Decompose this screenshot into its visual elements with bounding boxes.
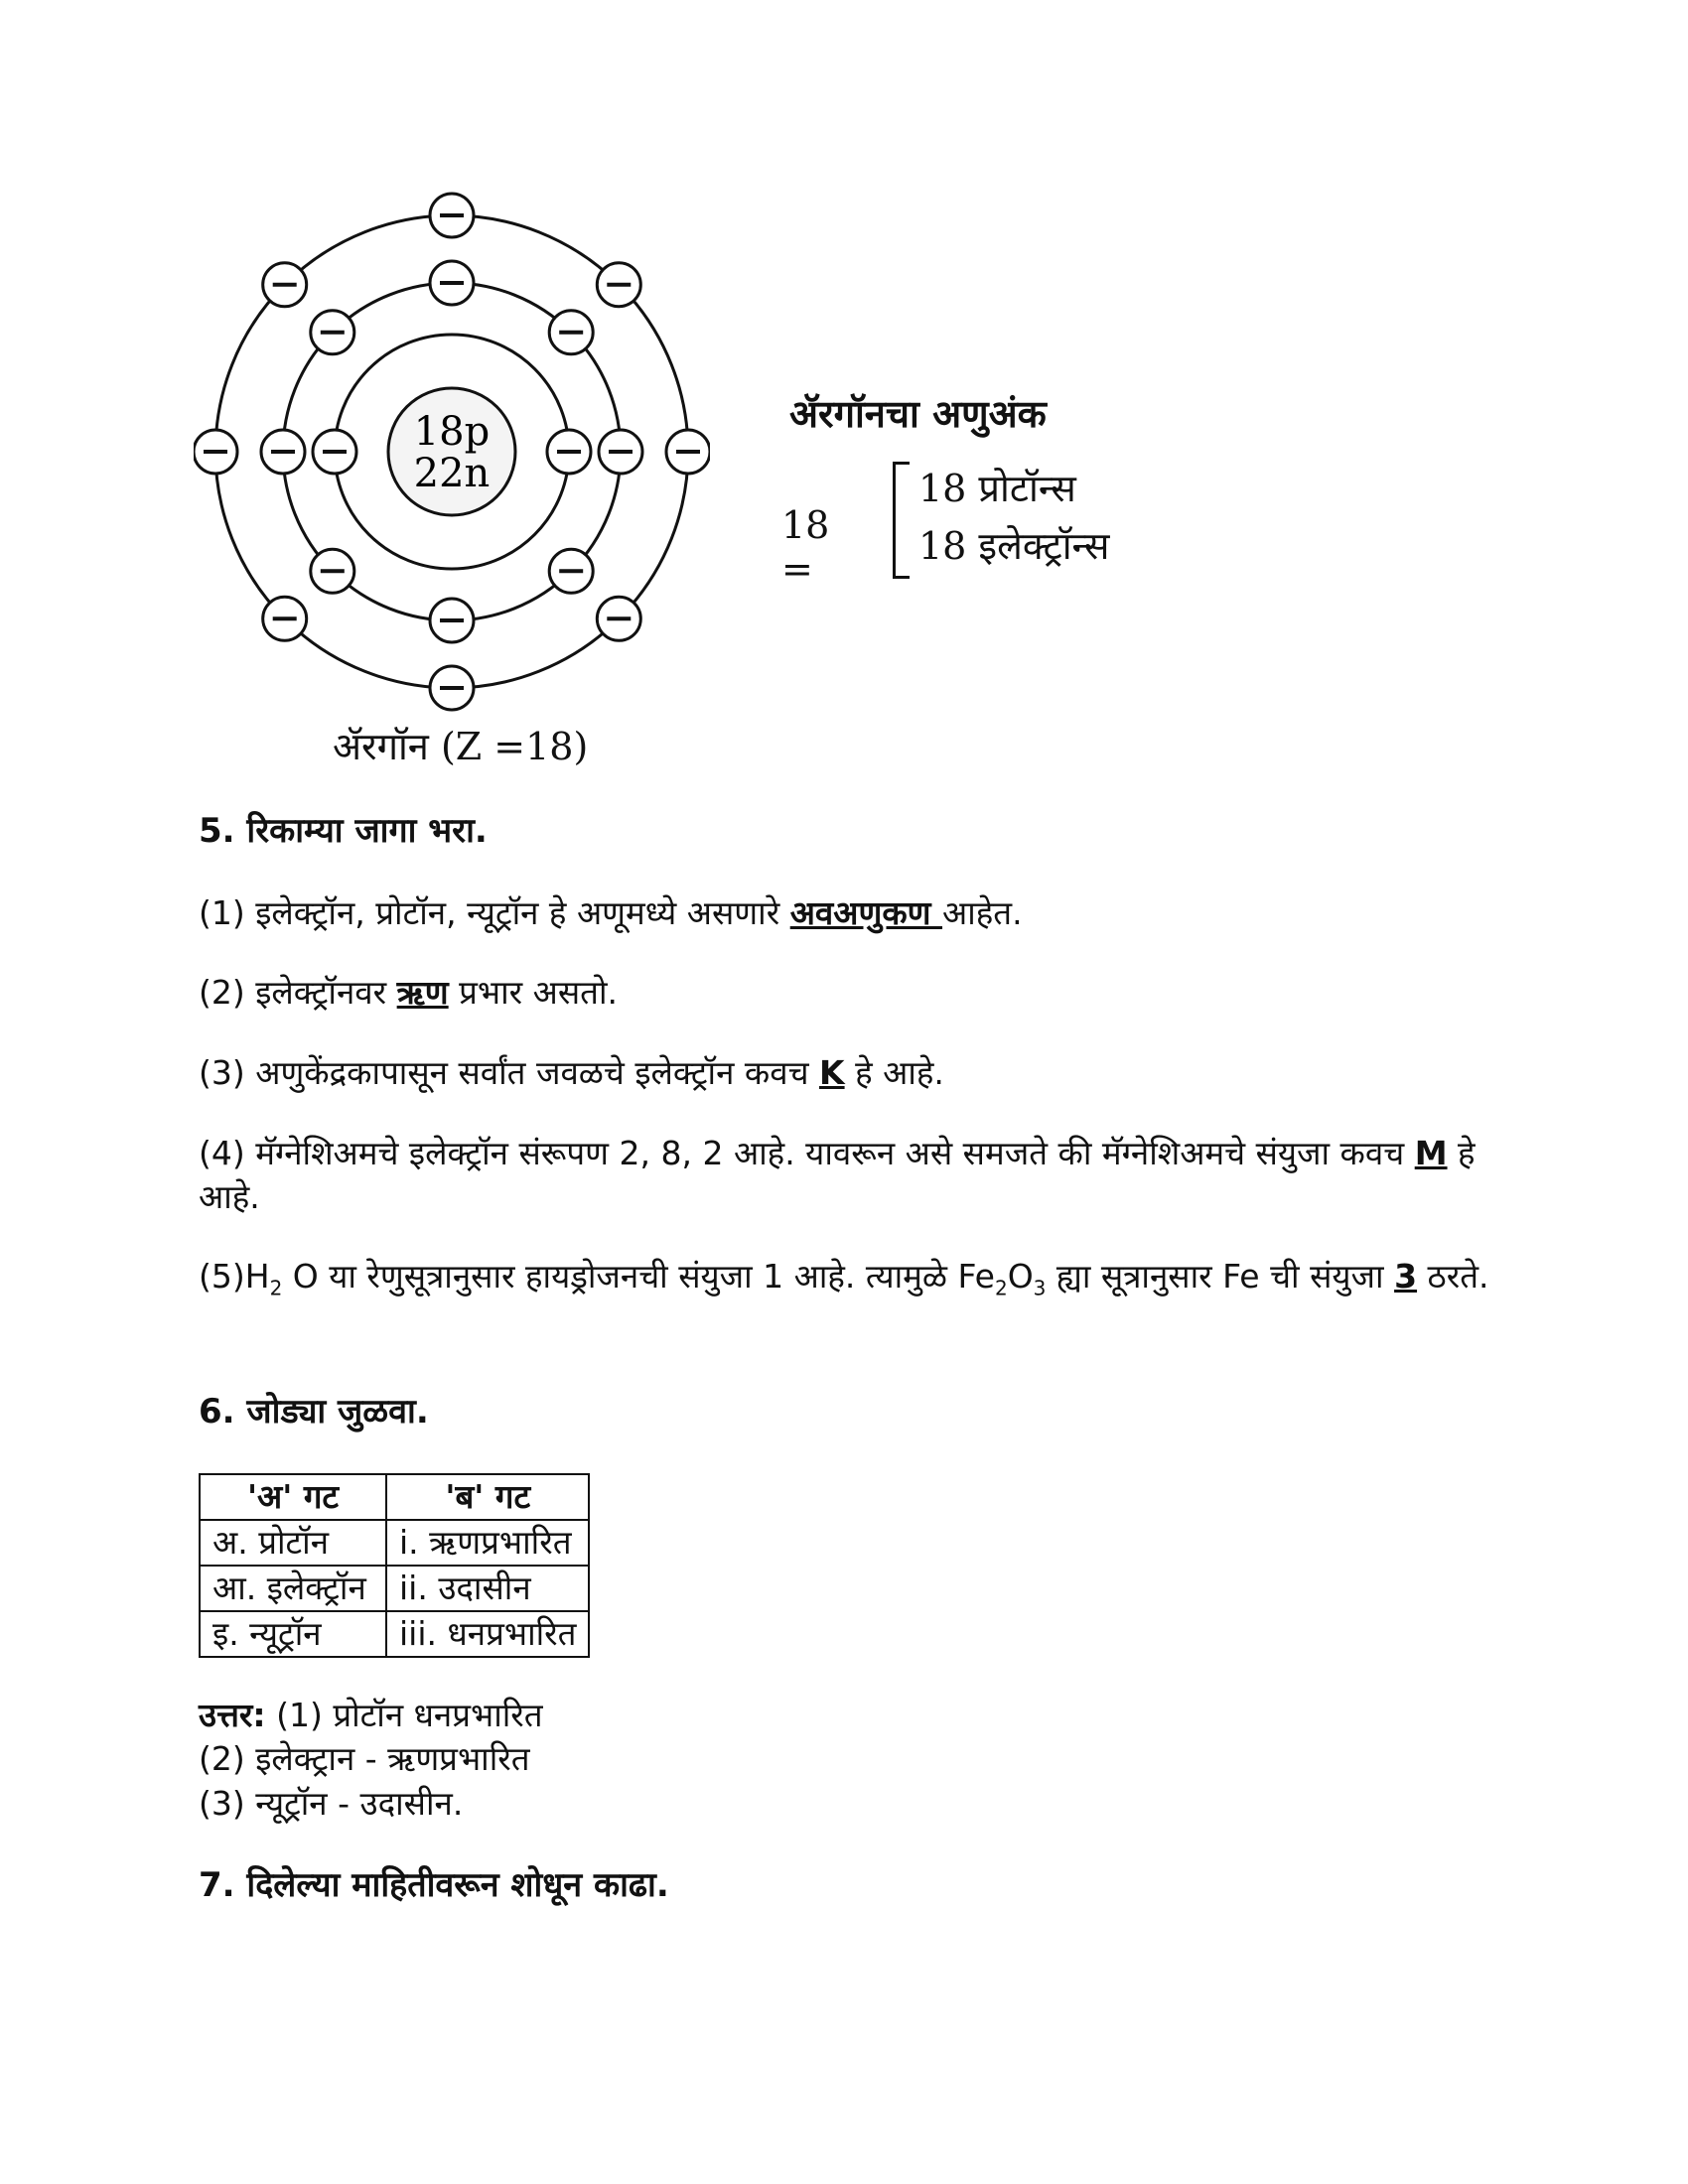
atomic-number-title: ॲरगॉनचा अणुअंक [789,391,1047,436]
q5-item-4-text: (4) मॅग्नेशिअमचे इलेक्ट्रॉन संरूपण 2, 8, 2 आहे. यावरून असे समजते की मॅग्नेशिअमचे संयुजा कवच [199,1134,1415,1172]
electron [599,430,642,474]
table-row [200,1520,589,1566]
protons-line: 18 प्रोटॉन्स [918,467,1076,510]
electron [311,311,354,354]
q5-item-3-text-end: हे आहे. [844,1053,944,1092]
match-table [199,1473,590,1658]
q6-answer-2: (2) इलेक्ट्रान - ऋणप्रभारित [199,1739,530,1778]
table-cell: इ. न्यूट्रॉन [200,1611,386,1657]
q5-item-1-text-end: आहेत. [942,893,1023,932]
q6-answer-3: (3) न्यूट्रॉन - उदासीन. [199,1784,464,1823]
q5-item-5-text-d: ह्या सूत्रानुसार Fe ची संयुजा [1046,1257,1395,1296]
q5-heading: 5. रिकाम्या जागा भरा. [199,811,488,851]
table-cell: आ. इलेक्ट्रॉन [200,1566,386,1611]
nucleus-protons: 18p [413,409,491,455]
electron [261,430,305,474]
electrons-line: 18 इलेक्ट्रॉन्स [918,524,1110,568]
electron [430,666,474,710]
electron [263,263,307,307]
q5-item-2-text-end: प्रभार असतो. [448,973,619,1012]
q5-item-5-text-b: O या रेणुसूत्रानुसार हायड्रोजनची संयुजा 1 आहे. त्यामुळे Fe [282,1257,995,1296]
table-cell: iii. धनप्रभारित [386,1611,589,1657]
nucleus-neutrons: 22n [413,451,491,496]
q5-item-5-text-e: ठरते. [1417,1257,1489,1296]
argon-atom-diagram [194,189,710,715]
q5-item-3 [199,1051,1489,1095]
q6-answer-1 [199,1694,1489,1737]
electron [597,597,640,640]
answer-label: उत्तर: [199,1696,266,1734]
table-row [200,1566,589,1611]
table-header: 'ब' गट [386,1474,589,1520]
q5-item-5-text-c: O [1007,1257,1034,1296]
electron [430,599,474,642]
table-row [200,1611,589,1657]
bracket [893,462,910,579]
q5-item-4-answer: M [1414,1134,1448,1172]
q7-heading: 7. दिलेल्या माहितीवरून शोधून काढा. [199,1865,669,1905]
q6-heading: 6. जोड्या जुळवा. [199,1392,429,1432]
electron [313,430,356,474]
q5-item-5-answer: 3 [1394,1257,1418,1296]
subscript: 2 [269,1276,283,1300]
q5-item-5-text-a: (5)H [199,1257,270,1296]
electron [430,194,474,237]
table-cell: ii. उदासीन [386,1566,589,1611]
table-cell: अ. प्रोटॉन [200,1520,386,1566]
q5-item-5 [199,1255,1489,1310]
q5-item-1-text: (1) इलेक्ट्रॉन, प्रोटॉन, न्यूट्रॉन हे अणूमध्ये असणारे [199,893,790,932]
q5-item-2-answer: ऋण [396,973,449,1012]
table-header: 'अ' गट [200,1474,386,1520]
electron [194,430,237,474]
q5-item-2-text: (2) इलेक्ट्रॉनवर [199,973,397,1012]
atomic-number-value: 18 = [781,503,830,591]
q5-item-2 [199,971,1489,1015]
electron [549,311,593,354]
electron [430,261,474,305]
electron [547,430,591,474]
atom-caption: ॲरगॉन (Z =18) [333,725,589,768]
q5-item-3-text: (3) अणुकेंद्रकापासून सर्वांत जवळचे इलेक्ट्रॉन कवच [199,1053,820,1092]
q5-item-1-answer: अवअणुकण [789,893,943,932]
electron [549,549,593,593]
electron [263,597,307,640]
q5-item-3-answer: K [819,1053,845,1092]
electron [597,263,640,307]
electron [666,430,710,474]
q5-item-1 [199,891,1489,935]
q5-item-4 [199,1132,1489,1219]
answer-text: (1) प्रोटॉन धनप्रभारित [265,1696,543,1734]
table-header-row [200,1474,589,1520]
table-cell: i. ऋणप्रभारित [386,1520,589,1566]
electron [311,549,354,593]
subscript: 3 [1033,1276,1047,1300]
q5-item-4-text-end: हे आहे. [199,1134,1476,1216]
subscript: 2 [994,1276,1008,1300]
